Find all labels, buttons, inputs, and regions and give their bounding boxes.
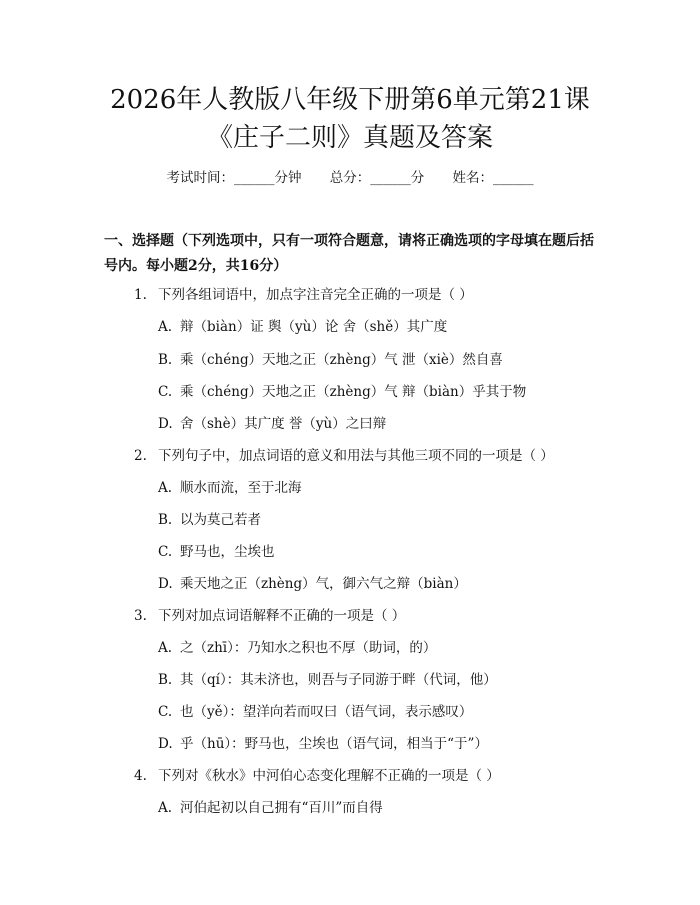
option-letter: C. — [158, 544, 173, 560]
question-2 — [134, 446, 554, 466]
option-text: 其（qí）：其未济也，则吾与子同游于畔（代词，他） — [180, 672, 497, 688]
document-title-line-1: 2026年人教版八年级下册第6单元第21课 — [110, 85, 590, 115]
option-letter: B. — [158, 352, 173, 368]
option-text: 野马也，尘埃也 — [180, 544, 275, 560]
option-text: 河伯起初以自己拥有“百川”而自得 — [180, 800, 383, 816]
option-2d — [158, 574, 467, 594]
question-number: 1. — [134, 287, 147, 303]
exam-time-field: 考试时间：______分钟 — [166, 170, 302, 186]
option-letter: C. — [158, 704, 173, 720]
option-1d — [158, 414, 386, 434]
question-4 — [134, 766, 500, 786]
exam-info — [0, 168, 700, 188]
option-3a — [158, 638, 436, 658]
question-number: 3. — [134, 608, 147, 624]
question-number: 2. — [134, 448, 147, 464]
option-1c — [158, 382, 526, 402]
option-text: 乘（chéng）天地之正（zhèng）气 辩（biàn）乎其于物 — [180, 384, 527, 400]
option-text: 以为莫己若者 — [180, 512, 261, 528]
question-3 — [134, 606, 405, 626]
question-stem: 下列对《秋水》中河伯心态变化理解不正确的一项是（ ） — [158, 768, 500, 784]
question-number: 4. — [134, 768, 147, 784]
section-heading-line-1: 一、选择题（下列选项中，只有一项符合题意，请将正确选项的字母填在题后括 — [104, 233, 594, 249]
total-score-field: 总分：______分 — [329, 170, 425, 186]
option-letter: A. — [158, 800, 173, 816]
option-text: 乎（hū）：野马也，尘埃也（语气词，相当于“于”） — [180, 736, 488, 752]
option-letter: A. — [158, 319, 173, 335]
name-field: 姓名：______ — [452, 170, 534, 186]
option-text: 之（zhī）：乃知水之积也不厚（助词，的） — [180, 640, 437, 656]
option-1a — [158, 317, 447, 337]
section-heading — [104, 231, 604, 276]
option-letter: D. — [158, 416, 173, 432]
option-2c — [158, 542, 275, 562]
section-heading-line-2: 号内。每小题2分，共16分） — [104, 258, 288, 274]
option-4a — [158, 798, 383, 818]
question-stem: 下列对加点词语解释不正确的一项是（ ） — [158, 608, 406, 624]
option-2a — [158, 478, 302, 498]
document-title-line-2: 《庄子二则》真题及答案 — [206, 123, 493, 153]
question-stem: 下列各组词语中，加点字注音完全正确的一项是（ ） — [158, 287, 473, 303]
option-letter: B. — [158, 672, 173, 688]
option-letter: D. — [158, 576, 173, 592]
option-text: 也（yě）：望洋向若而叹曰（语气词，表示感叹） — [180, 704, 473, 720]
option-letter: C. — [158, 384, 173, 400]
option-text: 顺水而流，至于北海 — [180, 480, 302, 496]
option-letter: A. — [158, 480, 173, 496]
option-text: 乘天地之正（zhèng）气，御六气之辩（biàn） — [180, 576, 467, 592]
option-letter: B. — [158, 512, 173, 528]
question-1 — [134, 285, 473, 305]
option-letter: D. — [158, 736, 173, 752]
option-1b — [158, 350, 503, 370]
option-3d — [158, 734, 488, 754]
option-3b — [158, 670, 497, 690]
option-text: 辩（biàn）证 舆（yù）论 舍（shě）其广度 — [180, 319, 448, 335]
question-stem: 下列句子中，加点词语的意义和用法与其他三项不同的一项是（ ） — [158, 448, 554, 464]
option-text: 乘（chéng）天地之正（zhèng）气 泄（xiè）然自喜 — [180, 352, 503, 368]
option-3c — [158, 702, 472, 722]
option-2b — [158, 510, 261, 530]
option-letter: A. — [158, 640, 173, 656]
option-text: 舍（shè）其广度 誉（yù）之曰辩 — [180, 416, 387, 432]
